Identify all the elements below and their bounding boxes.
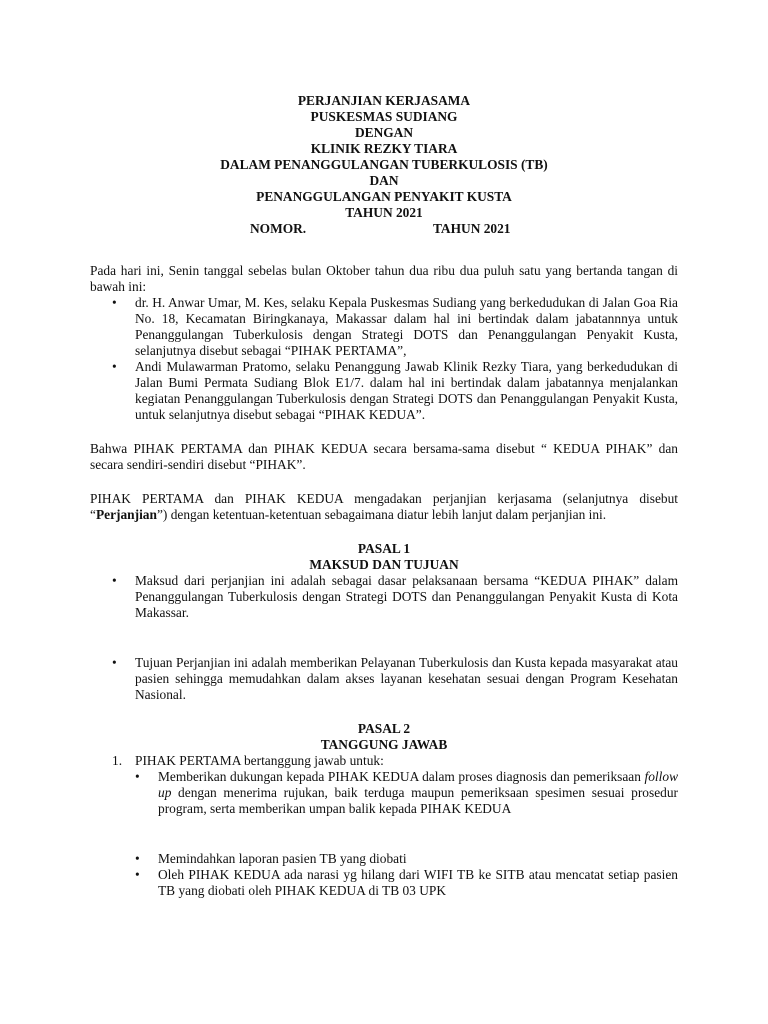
party-text: Andi Mulawarman Pratomo, selaku Penanggung Jawab Klinik Rezky Tiara, yang berkedudukan di Jalan Bumi Permata Sudiang Blok E1/7. dalam hal ini bertindak dalam jabatannya menjalankan kegiatan Penanggulangan Tuberkulosis dengan Strategi DOTS dan Penanggulangan Penyakit Kusta, untuk selanjutnya disebut sebagai “PIHAK KEDUA”. — [135, 359, 678, 422]
title-line: KLINIK REZKY TIARA — [310, 141, 458, 156]
pasal-1-item — [90, 573, 678, 621]
pasal-1-item — [90, 655, 678, 703]
nomor-line — [90, 221, 678, 237]
pasal-2-subitem — [90, 851, 678, 867]
bullet-icon: • — [112, 295, 117, 310]
title-line: DAN — [369, 173, 399, 188]
pasal-1-heading: MAKSUD DAN TUJUAN — [309, 557, 459, 572]
title-line: DALAM PENANGGULANGAN TUBERKULOSIS (TB) — [220, 157, 548, 172]
pasal-1-number: PASAL 1 — [357, 541, 411, 556]
document-page — [90, 93, 678, 899]
document-title — [90, 93, 678, 237]
nomor-label: NOMOR. — [250, 221, 307, 236]
subitem-text: Oleh PIHAK KEDUA ada narasi yg hilang dari WIFI TB ke SITB atau mencatat setiap pasien TB yang diobati oleh PIHAK KEDUA di TB 03 UPK — [158, 867, 678, 898]
agreement-text: ”) dengan ketentuan-ketentuan sebagaimana diatur lebih lanjut dalam perjanjian ini. — [156, 507, 607, 522]
bullet-icon: • — [112, 359, 117, 374]
bullet-icon: • — [112, 655, 117, 670]
agreement-paragraph — [90, 491, 678, 523]
party-item — [90, 359, 678, 423]
subitem-italic-term: follow up — [158, 769, 678, 800]
pasal-1-item-text: Maksud dari perjanjian ini adalah sebagai dasar pelaksanaan bersama “KEDUA PIHAK” dalam Penanggulangan Tuberkulosis dengan Strategi DOTS dan Penanggulangan Penyakit Kusta di Kota Makassar. — [135, 573, 678, 620]
subitem-text: dengan menerima rujukan, baik terduga maupun pemeriksaan spesimen sesuai prosedur program, serta memberikan umpan balik kepada PIHAK KEDUA — [158, 785, 678, 816]
agreement-bold-term: Perjanjian — [95, 507, 157, 522]
title-line: TAHUN 2021 — [345, 205, 423, 220]
party-item — [90, 295, 678, 359]
title-line: PERJANJIAN KERJASAMA — [297, 93, 471, 108]
title-line: PENANGGULANGAN PENYAKIT KUSTA — [256, 189, 512, 204]
nomor-year: TAHUN 2021 — [433, 221, 511, 236]
bahwa-paragraph: Bahwa PIHAK PERTAMA dan PIHAK KEDUA secara bersama-sama disebut “ KEDUA PIHAK” dan secara sendiri-sendiri disebut “PIHAK”. — [90, 441, 678, 472]
pasal-2-item — [90, 753, 678, 769]
item-number: 1. — [112, 753, 123, 768]
title-line: DENGAN — [354, 125, 414, 140]
pasal-2-subitem — [90, 867, 678, 899]
agreement-text: PIHAK PERTAMA dan PIHAK KEDUA mengadakan perjanjian kerjasama (selanjutnya disebut “ — [90, 491, 678, 522]
party-text: dr. H. Anwar Umar, M. Kes, selaku Kepala Puskesmas Sudiang yang berkedudukan di Jalan Goa Ria No. 18, Kecamatan Biringkanaya, Makassar dalam hal ini bertindak dalam jabatannnya untuk Penanggulangan Tuberkulosis dengan Strategi DOTS dan Penanggulangan Penyakit Kusta, selanjutnya disebut sebagai “PIHAK PERTAMA”, — [135, 295, 678, 358]
opening-paragraph: Pada hari ini, Senin tanggal sebelas bulan Oktober tahun dua ribu dua puluh satu yang bertanda tangan di bawah ini: — [90, 263, 678, 294]
pasal-1-item-text: Tujuan Perjanjian ini adalah memberikan Pelayanan Tuberkulosis dan Kusta kepada masyarakat atau pasien sehingga memudahkan dalam akses layanan kesehatan sesuai dengan Program Kesehatan Nasional. — [135, 655, 678, 702]
pasal-2-subitem — [90, 769, 678, 817]
subitem-text: Memindahkan laporan pasien TB yang diobati — [158, 851, 407, 866]
pasal-2-number: PASAL 2 — [357, 721, 411, 736]
bullet-icon: • — [135, 851, 140, 866]
bullet-icon: • — [135, 867, 140, 882]
pasal-2-heading: TANGGUNG JAWAB — [320, 737, 448, 752]
bullet-icon: • — [135, 769, 140, 784]
pasal-2-item-text: PIHAK PERTAMA bertanggung jawab untuk: — [135, 753, 384, 768]
bullet-icon: • — [112, 573, 117, 588]
title-line: PUSKESMAS SUDIANG — [310, 109, 458, 124]
subitem-text: Memberikan dukungan kepada PIHAK KEDUA dalam proses diagnosis dan pemeriksaan — [158, 769, 645, 784]
